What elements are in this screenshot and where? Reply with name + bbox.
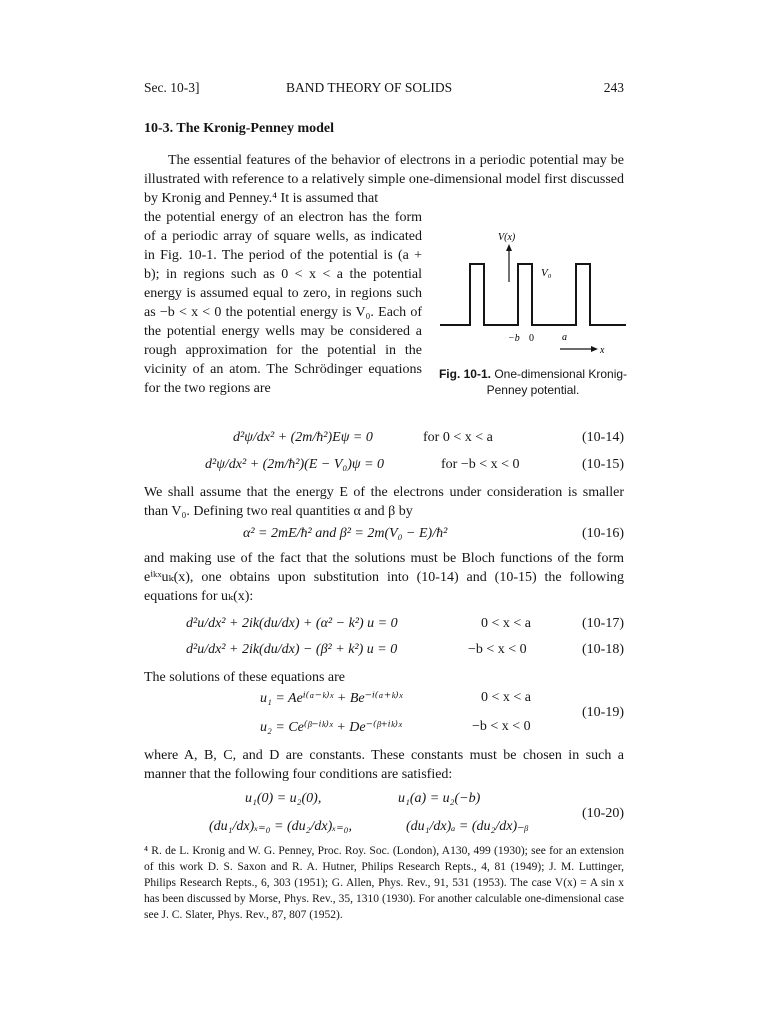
footnote-derivative-conditions: (du₁/dx)ₓ₌₀ = (du₂/dx)ₓ₌₀, [209,819,353,834]
footnote-derivative-conditions-right: (du₁/dx)ₐ = (du₂/dx)₋ᵦ [406,819,529,834]
section-title: 10-3. The Kronig-Penney model [144,121,335,136]
x-axis-arrowhead [591,346,598,352]
equation-10-16: α² = 2mE/ħ² and β² = 2m(V₀ − E)/ħ² [243,526,448,541]
potential-diagram [438,226,628,366]
paragraph-energy-assumption: We shall assume that the energy E of the electrons under consideration is smaller than V₀. Defining two real quantities α and β by [144,485,624,519]
equation-10-17-condition: 0 < x < a [481,616,532,631]
y-axis-arrowhead [506,244,512,251]
running-header [144,80,624,98]
equation-10-15-number: (10-15) [582,457,624,472]
square-well-potential [440,264,626,325]
minus-b-label: −b [508,333,520,344]
x-axis-label: x [600,345,605,356]
v0-label: V₀ [541,267,552,279]
equation-10-16-number: (10-16) [582,526,624,541]
equation-10-14-number: (10-14) [582,430,624,445]
equation-10-14: d²ψ/dx² + (2m/ħ²)Eψ = 0 [233,430,373,445]
equation-10-17-number: (10-17) [582,616,624,631]
equation-10-19-u2: u₂ = Ce⁽ᵝ⁻ⁱᵏ⁾ˣ + De⁻⁽ᵝ⁺ⁱᵏ⁾ˣ [260,720,402,735]
paragraph-bloch-functions: and making use of the fact that the solutions must be Bloch functions of the form eⁱᵏˣuₖ(x), one obtains upon substitution into (10-14) and (10-15) the following equations for uₖ(x): [144,551,624,604]
paragraph-boundary-conditions: where A, B, C, and D are constants. These constants must be chosen in such a manner that the following four conditions are satisfied: [144,748,624,782]
paragraph-intro: The essential features of the behavior of electrons in a periodic potential may be illustrated with reference to a relatively simple one-dimensional model first discussed by Kronig and Penney.⁴ It is assumed that [144,153,624,206]
header-title: BAND THEORY OF SOLIDS [286,80,453,95]
figure-caption-text: One-dimensional Kronig-Penney potential. [486,367,628,397]
equation-10-19-u1-condition: 0 < x < a [481,690,532,705]
y-axis-label: V(x) [498,232,516,243]
equation-10-20-continuity: u₁(0) = u₂(0), [245,791,322,806]
equation-10-18: d²u/dx² + 2ik(du/dx) − (β² + k²) u = 0 [186,642,398,657]
zero-label: 0 [529,333,534,344]
a-label: a [562,332,567,343]
equation-10-18-number: (10-18) [582,642,624,657]
paragraph-solutions: The solutions of these equations are [144,670,346,685]
figure-caption [438,366,628,398]
footnote [144,819,624,923]
equation-10-15-condition: for −b < x < 0 [441,457,520,472]
equation-10-17: d²u/dx² + 2ik(du/dx) + (α² − k²) u = 0 [186,616,398,631]
equation-10-14-condition: for 0 < x < a [423,430,493,445]
equation-10-19-u2-condition: −b < x < 0 [472,719,531,734]
header-page-number: 243 [603,80,624,95]
header-section: Sec. 10-3] [144,80,200,95]
paragraph-model: the potential energy of an electron has the form of a periodic array of square wells, as indicated in Fig. 10-1. The period of the potential is (a + b); in regions such as 0 < x < a the potential energy is assumed equal to zero, in regions such as −b < x < 0 the potential energy is V₀. Each of the potential energy wells may be considered a rough approximation for the potential in the vicinity of an atom. The Schrödinger equations for the two regions are [144,210,422,396]
equation-10-15: d²ψ/dx² + (2m/ħ²)(E − V₀)ψ = 0 [205,457,385,472]
equation-10-19-number: (10-19) [582,705,624,720]
figure-caption-number: Fig. 10-1. [438,367,491,381]
equation-10-18-condition: −b < x < 0 [468,642,527,657]
equation-10-20-number: (10-20) [582,806,624,821]
equation-10-20-periodicity: u₁(a) = u₂(−b) [398,791,481,806]
footnote-text: ⁴ R. de L. Kronig and W. G. Penney, Proc. Roy. Soc. (London), A130, 499 (1930); see for an extension of this work D. S. Saxon and R. A. Hutner, Philips Research Repts., 4, 81 (1949); J. M. Luttinger, Philips Research Repts., 6, 303 (1951); G. Allen, Phys. Rev., 91, 531 (1953). The case V(x) = A sin x has been discussed by Morse, Phys. Rev., 35, 1310 (1930). For another calculable one-dimensional case see J. C. Slater, Phys. Rev., 87, 807 (1952). [144,845,624,921]
equation-10-19-u1: u₁ = Aeⁱ⁽ᵅ⁻ᵏ⁾ˣ + Be⁻ⁱ⁽ᵅ⁺ᵏ⁾ˣ [260,691,403,706]
